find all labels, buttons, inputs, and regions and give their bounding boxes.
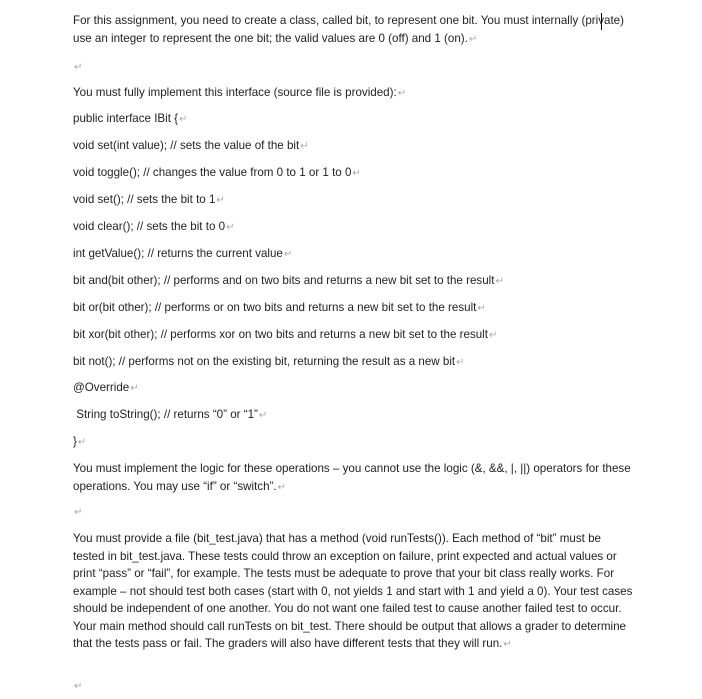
paragraph-intro: [73, 12, 633, 48]
paragraph-text: void set(int value); // sets the value of the bit: [73, 139, 300, 152]
paragraph-empty: [73, 58, 633, 77]
paragraph-mark-icon: ↵: [397, 88, 407, 99]
paragraph-text: bit xor(bit other); // performs xor on two bits and returns a new bit set to the result: [73, 328, 488, 341]
paragraph-text: You must provide a file (bit_test.java) that has a method (void runTests()). Each method of “bit” must be tested in bit_test.java. These tests could throw an exception on failure, print expected and actual values or print “pass” or “fail”, for example. The tests must be adequate to prove that your bit class really works. For example – not should test both cases (start with 0, not yields 1 and start with 1 and yield a 0). Your test cases should be independent of one another. You do not want one failed test to cause another failed test to occur. Your main method should call runTests on bit_test. There should be output that allows a grader to determine that the tests pass or fail. The graders will also have different tests that they will run.: [73, 532, 633, 650]
paragraph-mark-icon: ↵: [503, 639, 512, 650]
paragraph-mark-icon: ↵: [74, 62, 83, 73]
code-line: [73, 299, 633, 318]
code-line: [73, 326, 633, 345]
paragraph-mark-icon: ↵: [488, 330, 498, 341]
paragraph-text: void set(); // sets the bit to 1: [73, 193, 216, 206]
paragraph-mark-icon: ↵: [179, 114, 188, 125]
code-line: [73, 191, 633, 210]
paragraph-mark-icon: ↵: [283, 249, 293, 260]
code-line: [73, 379, 633, 398]
paragraph-text: @Override: [73, 381, 130, 394]
paragraph-text: You must fully implement this interface (source file is provided):: [73, 86, 397, 99]
paragraph-interface-intro: [73, 84, 633, 103]
paragraph-mark-icon: ↵: [77, 437, 87, 448]
paragraph-operators: [73, 460, 633, 496]
code-line: [73, 218, 633, 237]
paragraph-text: public interface IBit {: [73, 112, 179, 125]
paragraph-text: bit not(); // performs not on the existing bit, returning the result as a new bit: [73, 355, 456, 368]
paragraph-mark-icon: ↵: [277, 481, 287, 493]
paragraph-tests: [73, 530, 633, 654]
paragraph-empty: [73, 503, 633, 522]
paragraph-empty: [73, 677, 633, 696]
paragraph-text: For this assignment, you need to create a class, called bit, to represent one bit. You must internally (private) use an integer to represent the one bit; the valid values are 0 (off) and 1 (on).: [73, 14, 624, 45]
paragraph-mark-icon: ↵: [456, 357, 465, 368]
paragraph-mark-icon: ↵: [216, 195, 225, 206]
paragraph-text: void clear(); // sets the bit to 0: [73, 220, 226, 233]
paragraph-text: String toString(); // returns “0” or “1”: [73, 408, 258, 421]
code-line: [73, 272, 633, 291]
paragraph-mark-icon: ↵: [74, 681, 83, 692]
paragraph-mark-icon: ↵: [300, 141, 309, 152]
code-line: [73, 433, 633, 452]
paragraph-mark-icon: ↵: [226, 222, 235, 233]
paragraph-text: You must implement the logic for these operations – you cannot use the logic (&, &&, |, ||) operators for these operations. You may use “if” or “switch”.: [73, 462, 631, 493]
paragraph-mark-icon: ↵: [352, 168, 361, 179]
paragraph-mark-icon: ↵: [468, 33, 478, 45]
paragraph-mark-icon: ↵: [130, 383, 139, 394]
paragraph-mark-icon: ↵: [258, 410, 268, 421]
code-line: [73, 110, 633, 129]
paragraph-text: bit and(bit other); // performs and on two bits and returns a new bit set to the result: [73, 274, 495, 287]
paragraph-text: }: [73, 435, 77, 448]
code-line: [73, 353, 633, 372]
paragraph-text: void toggle(); // changes the value from 0 to 1 or 1 to 0: [73, 166, 352, 179]
code-line: [73, 245, 633, 264]
paragraph-mark-icon: ↵: [74, 507, 83, 518]
paragraph-mark-icon: ↵: [495, 276, 504, 287]
code-line: [73, 406, 633, 425]
code-line: [73, 164, 633, 183]
paragraph-text: int getValue(); // returns the current value: [73, 247, 283, 260]
paragraph-mark-icon: ↵: [477, 303, 486, 314]
paragraph-text: bit or(bit other); // performs or on two bits and returns a new bit set to the result: [73, 301, 477, 314]
code-line: [73, 137, 633, 156]
